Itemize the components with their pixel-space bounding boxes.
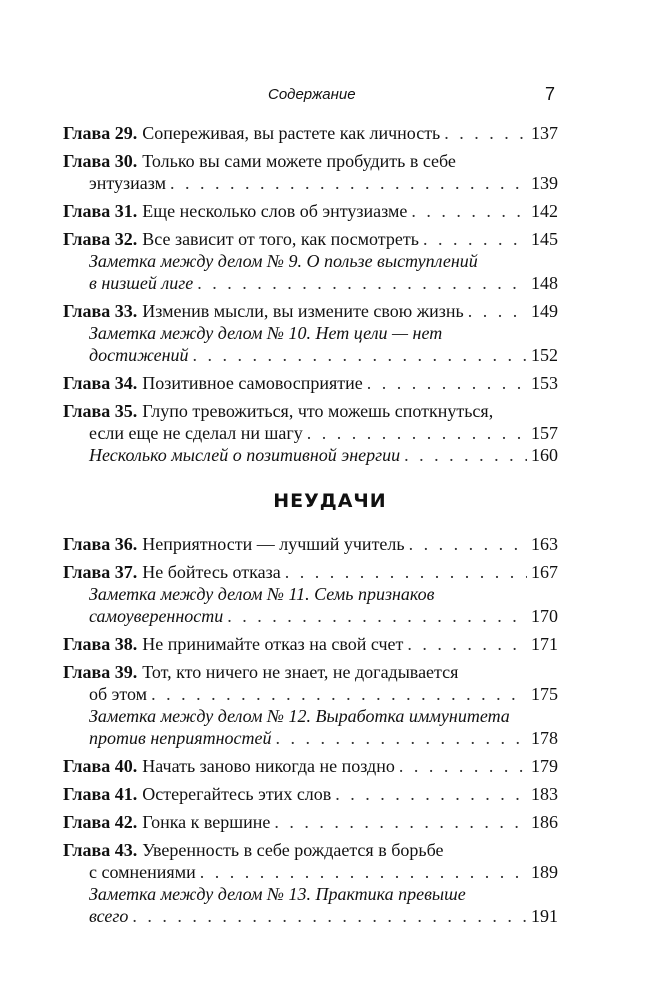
entry-line: [63, 533, 558, 555]
chapter-label: Глава 37.: [63, 562, 138, 582]
page-number: 137: [531, 123, 558, 143]
chapter-label: Глава 41.: [63, 784, 138, 804]
dot-leader: [409, 533, 527, 555]
entry-line: [63, 300, 558, 322]
entry-title: Начать заново никогда не поздно: [142, 756, 395, 776]
toc-entry: [63, 755, 558, 777]
toc-entry: [63, 783, 558, 805]
note-line: [63, 272, 558, 294]
toc-entry: [63, 122, 558, 144]
entry-line: [63, 200, 558, 222]
page-number: 186: [531, 812, 558, 832]
toc-note: [63, 444, 558, 466]
entry-line: [63, 839, 558, 861]
dot-leader: [227, 605, 527, 627]
dot-leader: [444, 122, 527, 144]
entry-title: Позитивное самовосприятие: [142, 373, 363, 393]
toc-note: [63, 250, 558, 294]
entry-title: Уверенность в себе рождается в борьбе: [142, 840, 444, 860]
header-title: Содержание: [268, 86, 356, 103]
note-line: [63, 605, 558, 627]
entry-title: достижений: [89, 345, 189, 365]
toc-note: [63, 322, 558, 366]
page-number: 149: [531, 301, 558, 321]
page-number: 152: [531, 345, 558, 365]
dot-leader: [404, 444, 527, 466]
page-number: 145: [531, 229, 558, 249]
toc-entry: [63, 200, 558, 222]
chapter-label: Глава 32.: [63, 229, 138, 249]
dot-leader: [407, 633, 527, 655]
toc-entry: [63, 533, 558, 555]
toc-entry: [63, 372, 558, 394]
entry-title: Несколько мыслей о позитивной энергии: [89, 445, 401, 465]
page-number: 191: [531, 906, 558, 926]
note-line: [63, 583, 558, 605]
entry-line: [63, 172, 558, 194]
entry-title: Изменив мысли, вы измените свою жизнь: [142, 301, 464, 321]
entry-title: Глупо тревожиться, что можешь споткнуться,: [142, 401, 494, 421]
dot-leader: [399, 755, 527, 777]
page-number: 157: [531, 423, 558, 443]
page-number: 179: [531, 756, 558, 776]
toc-entry: [63, 839, 558, 927]
page-number: 163: [531, 534, 558, 554]
entry-title: Неприятности — лучший учитель: [142, 534, 405, 554]
toc-entry: [63, 661, 558, 749]
note-line: [63, 250, 558, 272]
toc-list: [63, 122, 558, 472]
entry-line: [63, 150, 558, 172]
dot-leader: [132, 905, 527, 927]
entry-line: [63, 783, 558, 805]
entry-line: [63, 861, 558, 883]
page-number: 178: [531, 728, 558, 748]
page-number: 148: [531, 273, 558, 293]
toc-entry: [63, 228, 558, 294]
toc-entry: [63, 561, 558, 627]
page-number: 153: [531, 373, 558, 393]
toc-entry: [63, 150, 558, 194]
toc-entry: [63, 300, 558, 366]
entry-title: об этом: [89, 684, 148, 704]
entry-title: Заметка между делом № 12. Выработка иммунитета: [89, 706, 510, 726]
note-line: [63, 444, 558, 466]
running-header: [0, 86, 660, 112]
chapter-label: Глава 38.: [63, 634, 138, 654]
chapter-label: Глава 35.: [63, 401, 138, 421]
section-heading: НЕУДАЧИ: [273, 490, 387, 512]
dot-leader: [151, 683, 527, 705]
page-number: 160: [531, 445, 558, 465]
chapter-label: Глава 30.: [63, 151, 138, 171]
entry-title: Тот, кто ничего не знает, не догадывается: [142, 662, 459, 682]
page-number: 170: [531, 606, 558, 626]
note-line: [63, 344, 558, 366]
entry-title: Остерегайтесь этих слов: [142, 784, 332, 804]
dot-leader: [367, 372, 527, 394]
entry-title: энтузиазм: [89, 173, 166, 193]
entry-line: [63, 561, 558, 583]
toc-note: [63, 583, 558, 627]
page-number: 189: [531, 862, 558, 882]
note-line: [63, 883, 558, 905]
entry-line: [63, 683, 558, 705]
chapter-label: Глава 36.: [63, 534, 138, 554]
dot-leader: [197, 272, 527, 294]
toc-list: [63, 533, 558, 933]
toc-entry: [63, 811, 558, 833]
header-page-number: 7: [545, 84, 556, 104]
chapter-label: Глава 43.: [63, 840, 138, 860]
page-number: 167: [531, 562, 558, 582]
page-number: 142: [531, 201, 558, 221]
entry-line: [63, 122, 558, 144]
chapter-label: Глава 42.: [63, 812, 138, 832]
entry-title: Только вы сами можете пробудить в себе: [142, 151, 456, 171]
dot-leader: [170, 172, 527, 194]
chapter-label: Глава 40.: [63, 756, 138, 776]
toc-entry: [63, 400, 558, 466]
note-line: [63, 705, 558, 727]
chapter-label: Глава 33.: [63, 301, 138, 321]
toc-entry: [63, 633, 558, 655]
entry-line: [63, 422, 558, 444]
page-number: 183: [531, 784, 558, 804]
entry-line: [63, 372, 558, 394]
entry-title: Заметка между делом № 10. Нет цели — нет: [89, 323, 443, 343]
dot-leader: [200, 861, 527, 883]
entry-line: [63, 755, 558, 777]
dot-leader: [193, 344, 527, 366]
entry-title: Еще несколько слов об энтузиазме: [142, 201, 408, 221]
entry-title: Все зависит от того, как посмотреть: [142, 229, 419, 249]
entry-line: [63, 633, 558, 655]
entry-title: всего: [89, 906, 129, 926]
page-number: 175: [531, 684, 558, 704]
entry-title: в низшей лиге: [89, 273, 194, 293]
note-line: [63, 905, 558, 927]
toc-note: [63, 883, 558, 927]
entry-title: Не бойтесь отказа: [142, 562, 281, 582]
entry-title: Заметка между делом № 13. Практика превыше: [89, 884, 466, 904]
dot-leader: [411, 200, 527, 222]
entry-title: против неприятностей: [89, 728, 272, 748]
entry-title: Заметка между делом № 9. О пользе выступлений: [89, 251, 478, 271]
entry-title: Сопереживая, вы растете как личность: [142, 123, 441, 143]
dot-leader: [307, 422, 527, 444]
page-number: 139: [531, 173, 558, 193]
note-line: [63, 727, 558, 749]
entry-title: Гонка к вершине: [142, 812, 271, 832]
dot-leader: [468, 300, 527, 322]
dot-leader: [274, 811, 527, 833]
chapter-label: Глава 34.: [63, 373, 138, 393]
dot-leader: [285, 561, 527, 583]
chapter-label: Глава 39.: [63, 662, 138, 682]
page-number: 171: [531, 634, 558, 654]
chapter-label: Глава 29.: [63, 123, 138, 143]
entry-title: Заметка между делом № 11. Семь признаков: [89, 584, 435, 604]
dot-leader: [423, 228, 527, 250]
entry-line: [63, 811, 558, 833]
dot-leader: [335, 783, 527, 805]
entry-line: [63, 228, 558, 250]
toc-note: [63, 705, 558, 749]
dot-leader: [276, 727, 527, 749]
note-line: [63, 322, 558, 344]
entry-line: [63, 661, 558, 683]
entry-line: [63, 400, 558, 422]
entry-title: самоуверенности: [89, 606, 224, 626]
entry-title: с сомнениями: [89, 862, 196, 882]
chapter-label: Глава 31.: [63, 201, 138, 221]
entry-title: если еще не сделал ни шагу: [89, 423, 303, 443]
entry-title: Не принимайте отказ на свой счет: [142, 634, 404, 654]
